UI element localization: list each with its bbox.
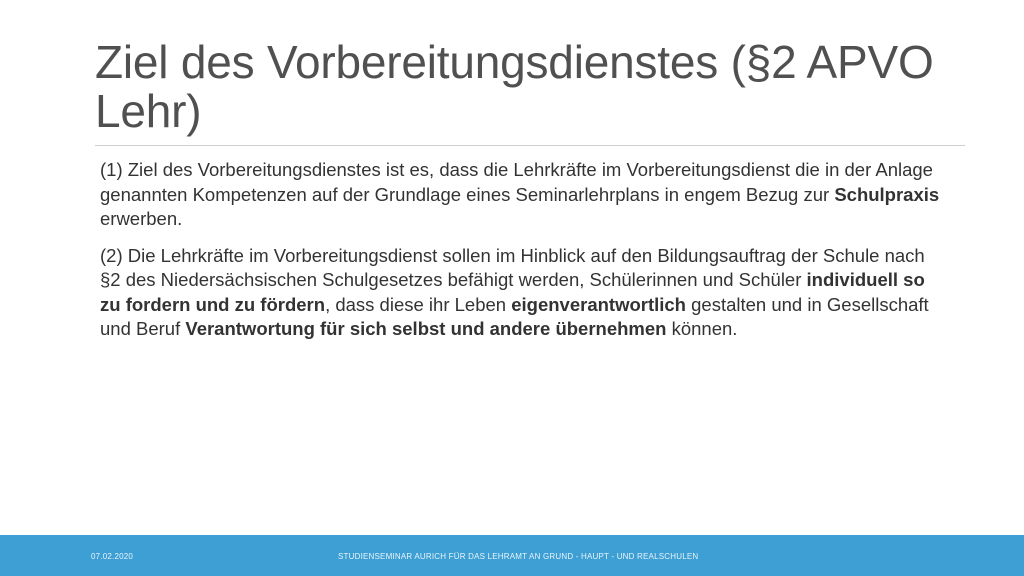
paragraph-2-text-3: gestalten und in Gesellschaft und Beruf — [100, 293, 929, 339]
paragraph-2-text-2: , dass diese ihr Leben — [325, 293, 512, 315]
title-divider — [95, 145, 965, 146]
slide-title: Ziel des Vorbereitungsdienstes (§2 APVO Lehr) — [95, 36, 934, 137]
footer-text: STUDIENSEMINAR AURICH FÜR DAS LEHRAMT AN GRUND - HAUPT - UND REALSCHULEN — [338, 552, 699, 561]
paragraph-1-text-1: (1) Ziel des Vorbereitungsdienstes ist es, dass die Lehrkräfte im Vorbereitungsdienst die in der Anlage genannten Kompetenzen auf der Grundlage eines Seminarlehrplans in engem Bezug zur — [100, 159, 933, 205]
paragraph-2-bold-1: individuell so zu fordern und zu fördern — [100, 269, 925, 315]
paragraph-1 — [100, 158, 940, 232]
slide-body — [100, 158, 940, 354]
paragraph-2 — [100, 244, 940, 342]
paragraph-2-bold-3: Verantwortung für sich selbst und andere übernehmen — [185, 318, 667, 339]
paragraph-1-text-2: erwerben. — [100, 208, 183, 229]
paragraph-1-bold-1: Schulpraxis — [834, 183, 940, 205]
paragraph-2-bold-2: eigenverantwortlich — [511, 293, 686, 315]
footer-date: 07.02.2020 — [91, 552, 134, 561]
paragraph-2-text-4: können. — [666, 318, 738, 339]
paragraph-2-text-1: (2) Die Lehrkräfte im Vorbereitungsdienst sollen im Hinblick auf den Bildungsauftrag der Schule nach §2 des Niedersächsischen Schulgesetzes befähigt werden, Schülerinnen und Schüler — [100, 244, 925, 290]
